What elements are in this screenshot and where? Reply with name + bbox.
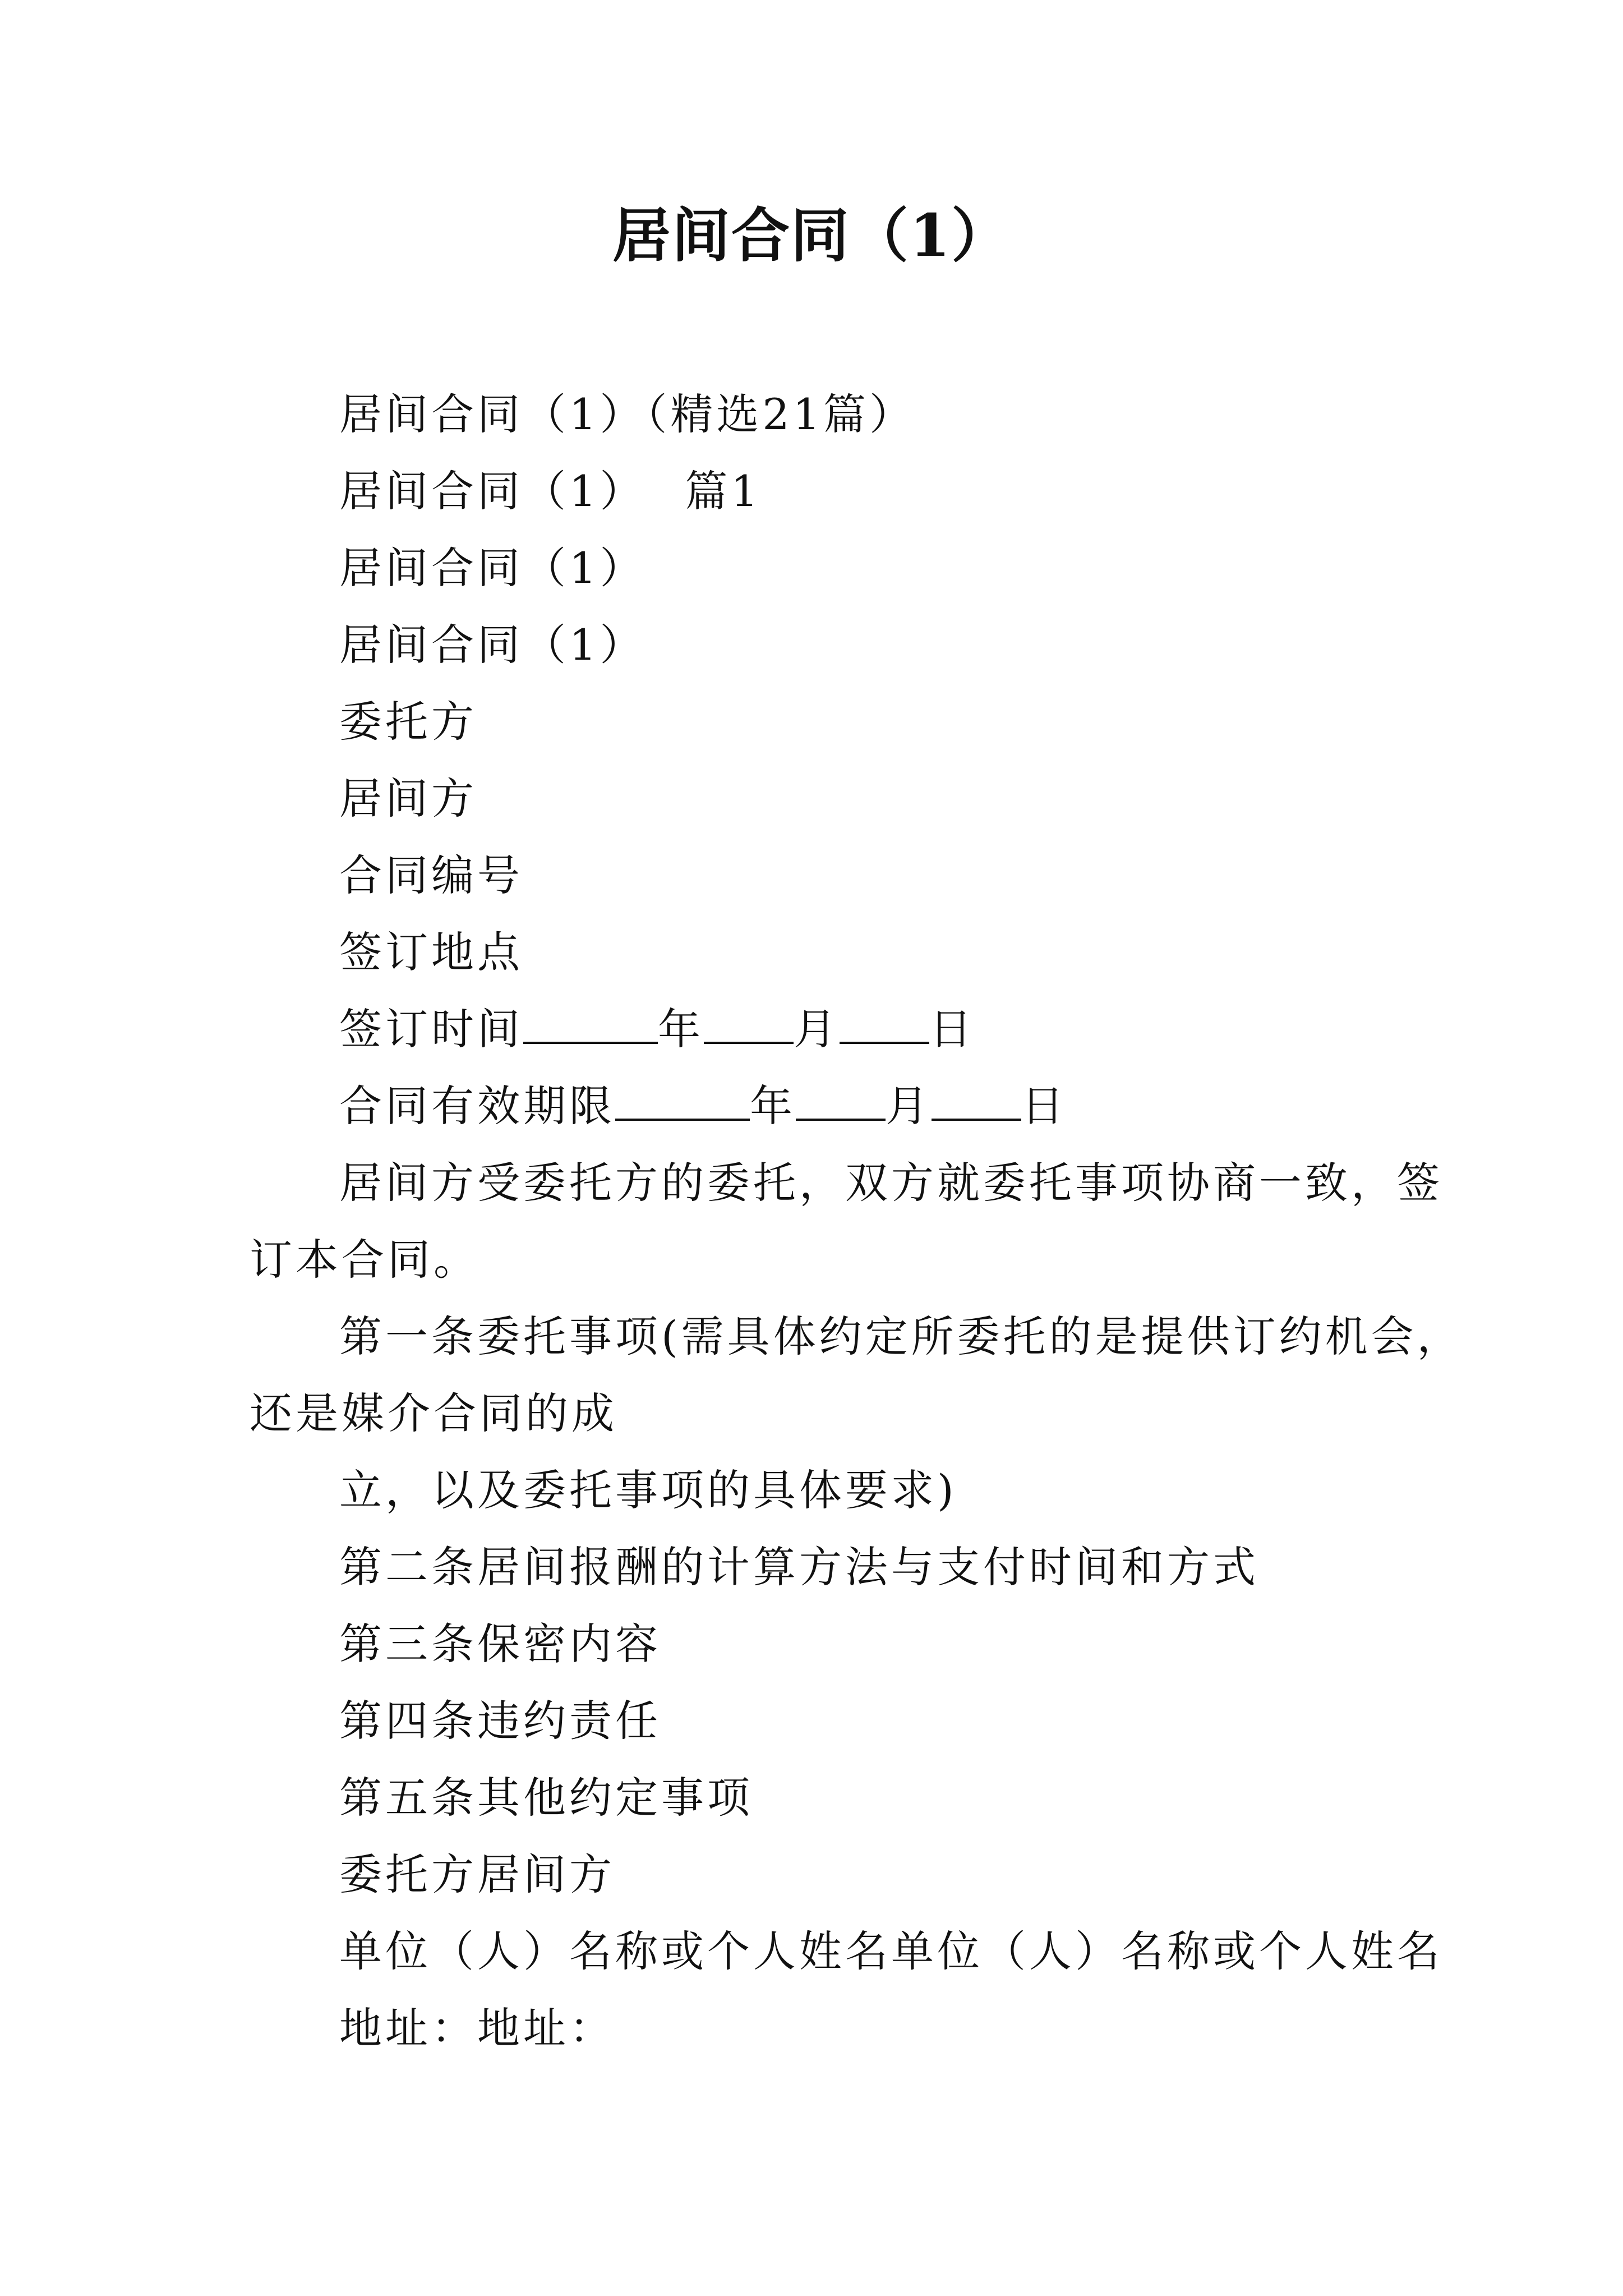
line-text: 第三条保密内容 <box>339 1619 661 1669</box>
line-text: 委托方居间方 <box>339 1849 615 1899</box>
day-label: 日 <box>1021 1081 1067 1131</box>
text-line <box>250 1836 1394 1913</box>
line-text: 第一条委托事项(需具体约定所委托的是提供订约机会， <box>339 1312 1463 1361</box>
text-line <box>250 530 1394 606</box>
line-text: 居间方 <box>339 774 477 823</box>
validity-date-line <box>250 1068 1394 1144</box>
line-text: 单位（人）名称或个人姓名单位（人）名称或个人姓名 <box>339 1926 1443 1976</box>
year-blank <box>615 1079 750 1121</box>
text-line <box>250 1452 1394 1529</box>
signing-date-line <box>250 991 1394 1068</box>
text-line <box>250 1144 1443 1221</box>
month-blank <box>796 1079 886 1121</box>
day-blank <box>840 1002 929 1044</box>
line-text: 居间合同（1） <box>339 466 646 516</box>
text-line <box>250 914 1394 991</box>
line-text: 居间合同（1） <box>339 620 646 670</box>
text-line <box>250 1221 1394 1298</box>
line-text: 居间合同（1） <box>339 543 646 593</box>
line-text: 第二条居间报酬的计算方法与支付时间和方式 <box>339 1542 1259 1592</box>
document-title: 居间合同（1） <box>612 201 1011 270</box>
line-text: 居间方受委托方的委托，双方就委托事项协商一致，签 <box>339 1158 1443 1208</box>
text-line <box>250 683 1394 760</box>
day-blank <box>932 1079 1021 1121</box>
month-label: 月 <box>794 1004 840 1054</box>
line-text: 签订时间 <box>339 1004 523 1054</box>
line-text: 居间合同（1）（精选21篇） <box>339 389 916 439</box>
line-text: 订本合同。 <box>250 1235 479 1285</box>
line-text: 委托方 <box>339 697 477 747</box>
line-text: 签订地点 <box>339 927 523 977</box>
line-text: 还是媒介合同的成 <box>250 1388 617 1438</box>
text-line <box>250 453 1394 530</box>
line-text: 篇1 <box>685 466 762 516</box>
text-line <box>250 760 1394 837</box>
text-line <box>250 1605 1394 1682</box>
text-line <box>250 837 1394 914</box>
year-blank <box>523 1002 658 1044</box>
text-line <box>250 1298 1463 1375</box>
document-body <box>250 376 1463 2067</box>
text-line <box>250 1682 1394 1759</box>
line-text: 第五条其他约定事项 <box>339 1773 753 1823</box>
line-text: 地址：地址： <box>339 2003 615 2053</box>
line-text: 第四条违约责任 <box>339 1696 661 1746</box>
line-text: 合同有效期限 <box>339 1081 615 1131</box>
month-label: 月 <box>886 1081 932 1131</box>
text-line <box>250 1990 1394 2067</box>
text-line <box>250 1913 1443 1990</box>
text-line <box>250 1375 1394 1452</box>
line-text: 立，以及委托事项的具体要求) <box>339 1465 957 1515</box>
month-blank <box>704 1002 794 1044</box>
day-label: 日 <box>929 1004 975 1054</box>
text-line <box>250 606 1394 683</box>
text-line <box>250 1759 1394 1836</box>
text-line <box>250 1529 1394 1605</box>
year-label: 年 <box>658 1004 704 1054</box>
text-line <box>250 376 1394 453</box>
line-text: 合同编号 <box>339 850 523 900</box>
year-label: 年 <box>750 1081 796 1131</box>
